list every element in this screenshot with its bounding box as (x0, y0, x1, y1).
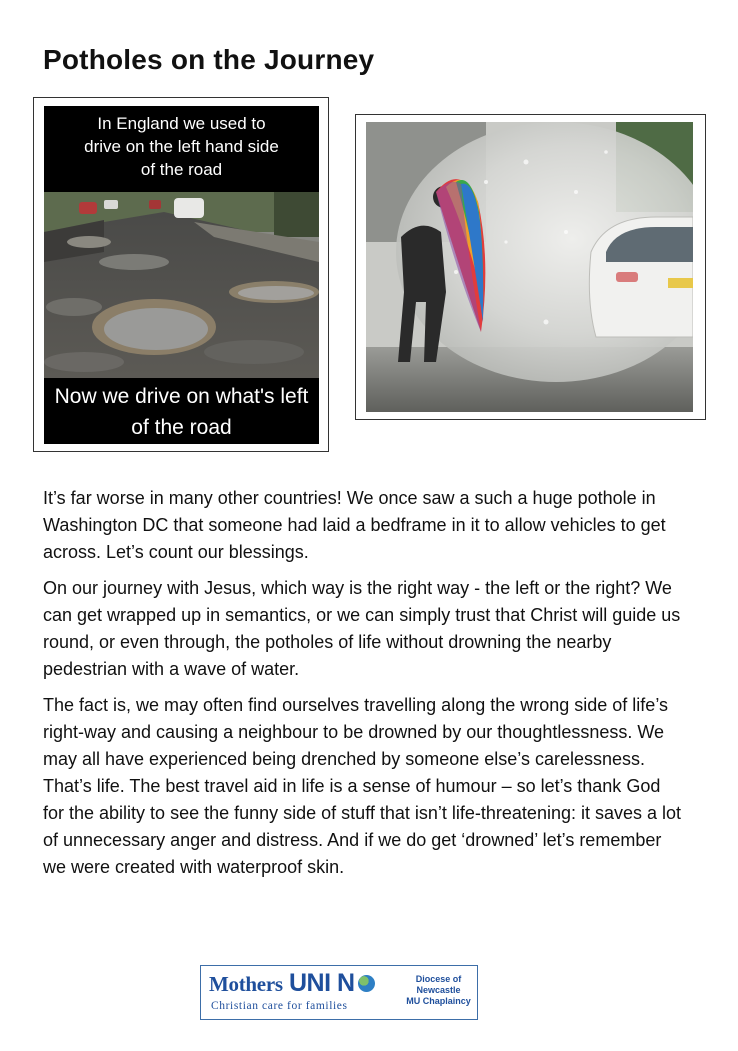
logo-mothers-text: Mothers (209, 972, 283, 996)
puddle-splash-image (355, 114, 706, 420)
meme-panel (44, 106, 319, 444)
mothers-union-logo (200, 965, 478, 1020)
pothole-road-photo (44, 192, 319, 378)
globe-icon (358, 975, 375, 992)
paragraph-3: The fact is, we may often find ourselves travelling along the wrong side of life’s right-way and causing a neighbour to be drowned by our thoughtlessness. We may all have experienced being drenched by someone else’s carelessness. That’s life. The best travel aid in life is a sense of humour – so let’s thank God for the ability to see the funny side of stuff that isn’t life-threatening: it saves a lot of unnecessary anger and distress. And if we do get ‘drowned’ let’s remember we were created with waterproof skin. (43, 695, 682, 877)
meme-top-text: In England we used to drive on the left hand side of the road (84, 114, 279, 179)
logo-diocese-block (406, 974, 471, 1007)
paragraph-2: On our journey with Jesus, which way is the right way - the left or the right? We can get wrapped up in semantics, or we can simply trust that Christ will guide us round, or even through, the potholes of life without drowning the nearby pedestrian with a wave of water. (43, 578, 681, 679)
meme-top-caption (44, 106, 319, 192)
logo-union-text: UNI N (289, 969, 355, 997)
paragraph-1: It’s far worse in many other countries! We once saw a such a huge pothole in Washington DC that someone had laid a bedframe in it to allow vehicles to get across. Let’s count our blessings. (43, 488, 666, 562)
meme-bottom-text: Now we drive on what's left of the road (54, 385, 309, 439)
diocese-line-2: Newcastle (416, 985, 461, 995)
meme-bottom-caption (44, 378, 319, 444)
page-title: Potholes on the Journey (43, 44, 375, 75)
pothole-meme-image (33, 97, 329, 452)
diocese-line-3: MU Chaplaincy (406, 996, 471, 1006)
splash-photo (366, 122, 693, 412)
logo-tagline: Christian care for families (211, 1000, 348, 1012)
diocese-line-1: Diocese of (415, 974, 462, 984)
article-body (43, 485, 683, 890)
